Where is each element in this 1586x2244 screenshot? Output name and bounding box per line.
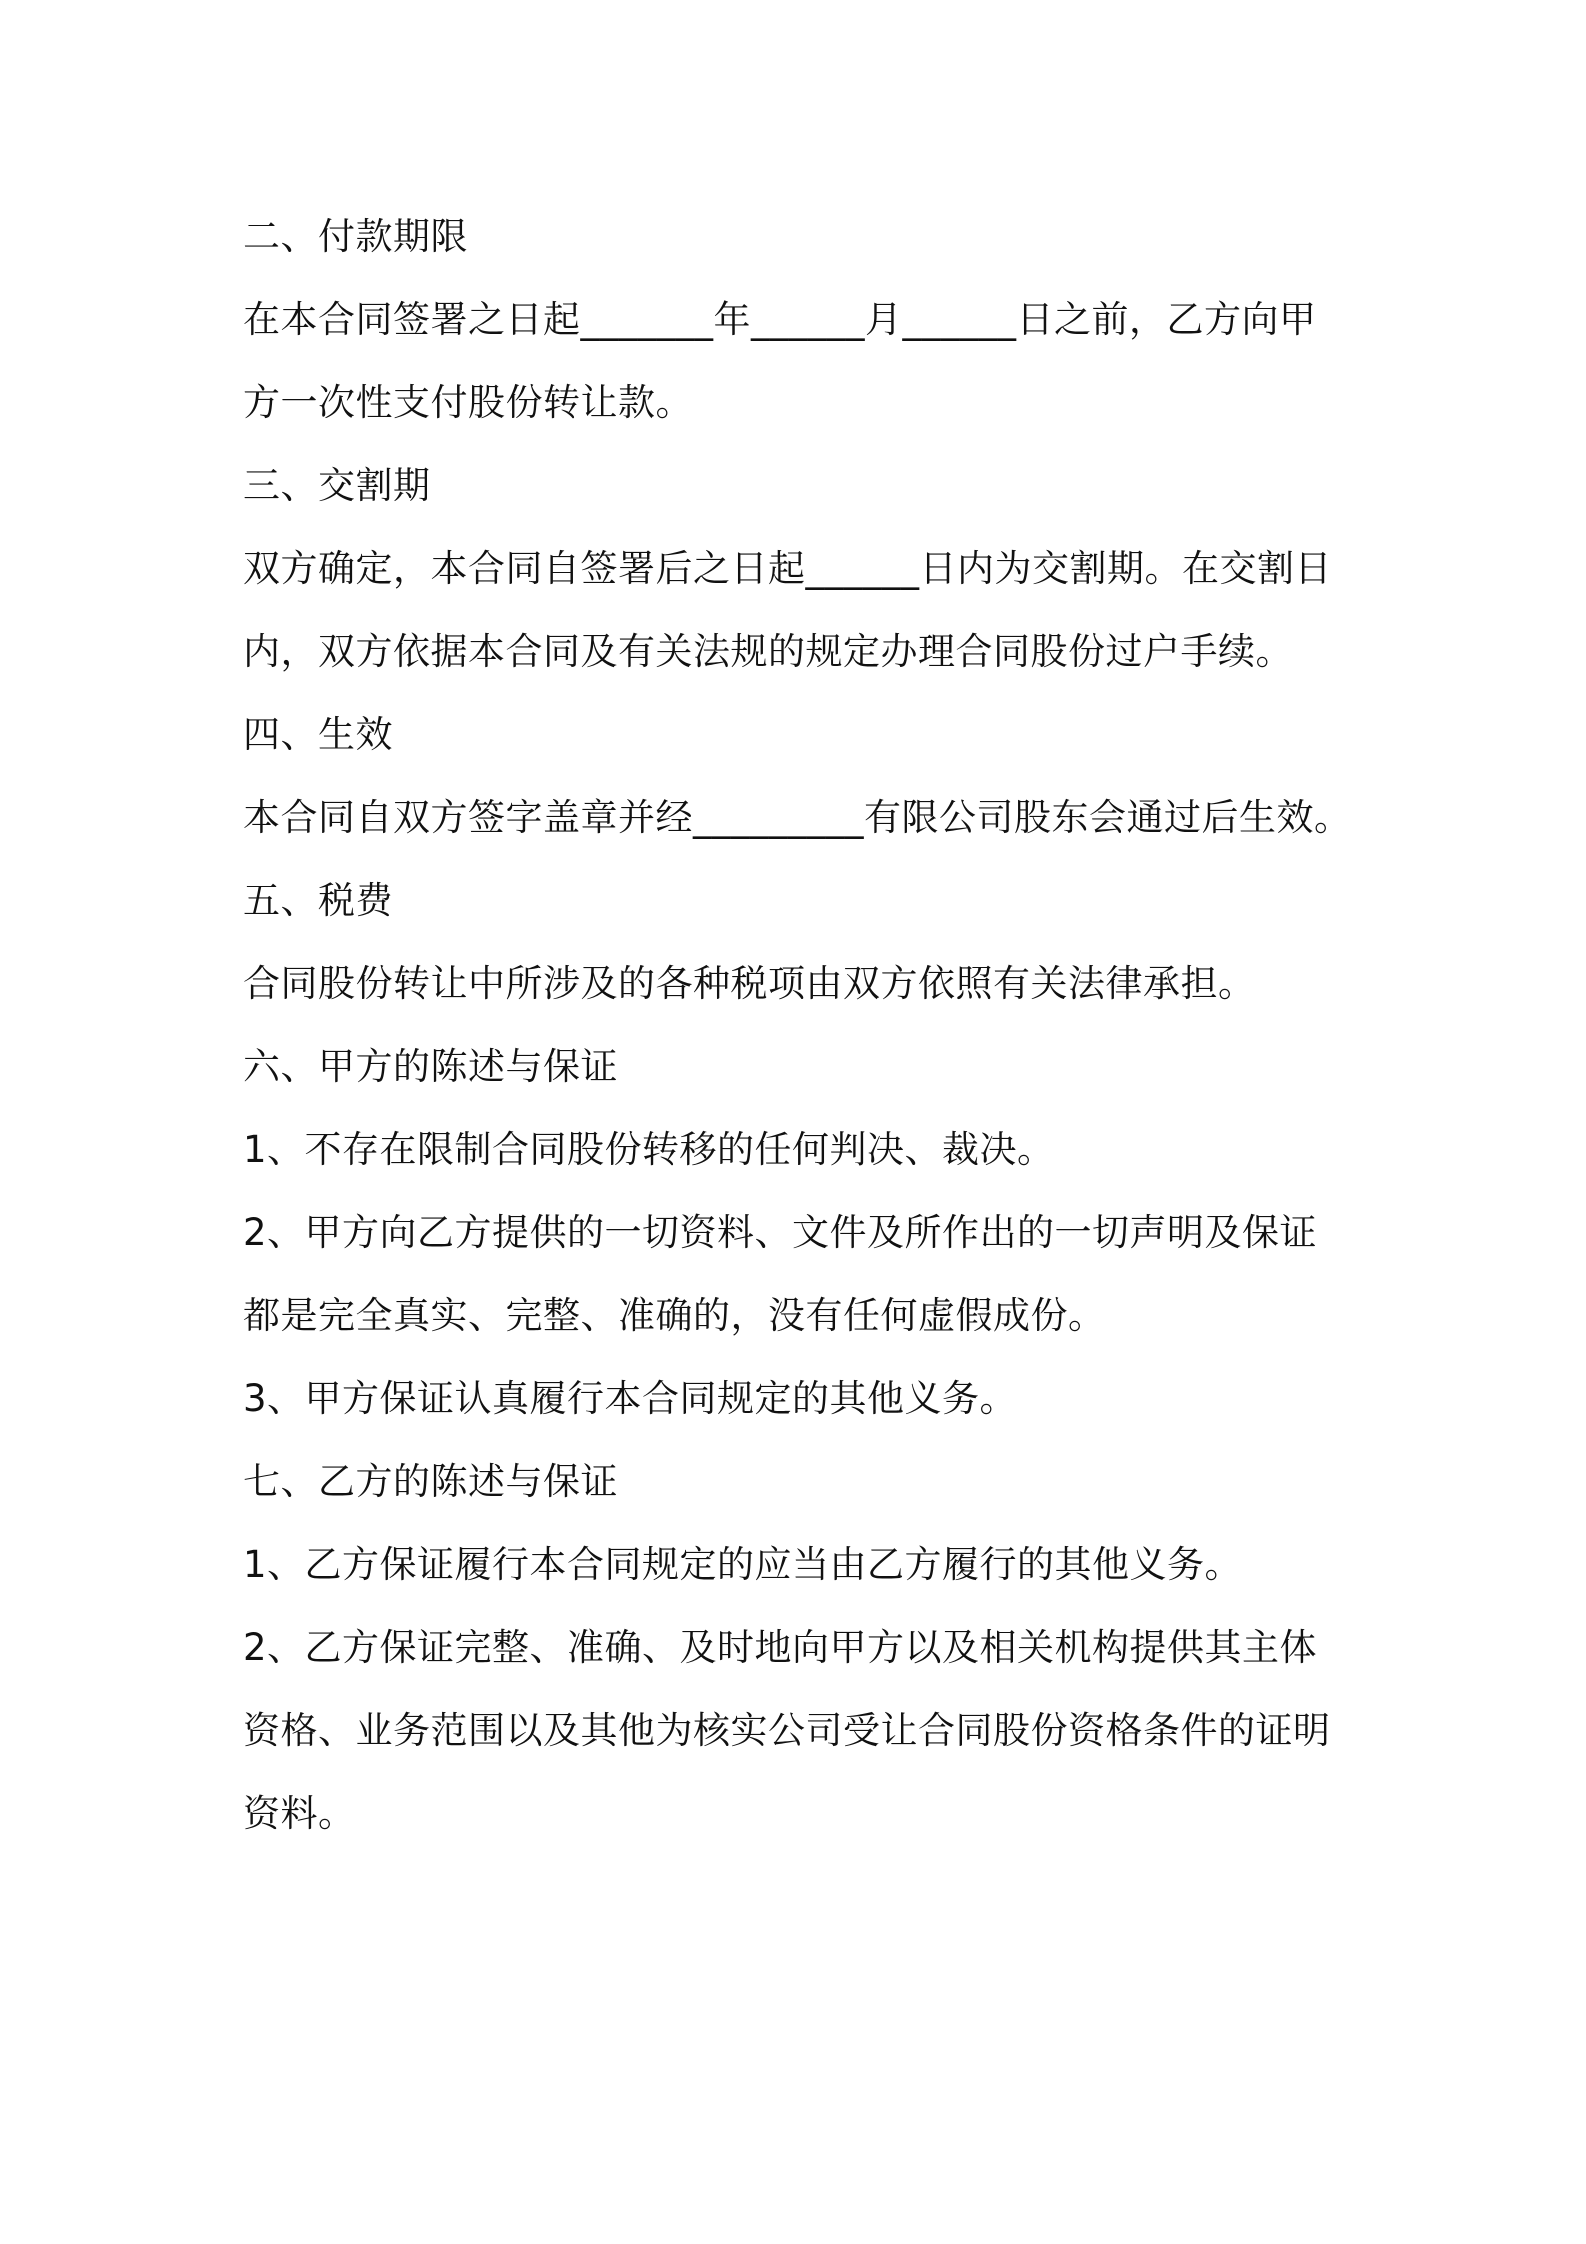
list-item-party-a-3: 3、甲方保证认真履行本合同规定的其他义务。 xyxy=(243,1377,1018,1420)
paragraph-taxes: 合同股份转让中所涉及的各种税项由双方依照有关法律承担。 xyxy=(243,962,1256,1005)
section-heading-payment-term: 二、付款期限 xyxy=(243,215,468,258)
list-item-party-a-2: 2、甲方向乙方提供的一切资料、文件及所作出的一切声明及保证都是完全真实、完整、准确的，没有任何虚假成份。 xyxy=(243,1211,1318,1337)
paragraph-delivery-period: 双方确定，本合同自签署后之日起______日内为交割期。在交割日内，双方依据本合同及有关法规的规定办理合同股份过户手续。 xyxy=(243,547,1332,673)
paragraph-payment-term: 在本合同签署之日起_______年______月______日之前，乙方向甲方一次性支付股份转让款。 xyxy=(243,298,1317,424)
list-item-party-b-2: 2、乙方保证完整、准确、及时地向甲方以及相关机构提供其主体资格、业务范围以及其他为核实公司受让合同股份资格条件的证明资料。 xyxy=(243,1626,1331,1835)
paragraph-effectiveness: 本合同自双方签字盖章并经_________有限公司股东会通过后生效。 xyxy=(243,796,1352,839)
document-body xyxy=(243,195,1353,1855)
list-item-party-b-1: 1、乙方保证履行本合同规定的应当由乙方履行的其他义务。 xyxy=(243,1543,1243,1586)
list-item-party-a-1: 1、不存在限制合同股份转移的任何判决、裁决。 xyxy=(243,1128,1055,1171)
section-heading-taxes: 五、税费 xyxy=(243,879,393,922)
section-heading-party-a-warranties: 六、甲方的陈述与保证 xyxy=(243,1045,618,1088)
section-heading-delivery-period: 三、交割期 xyxy=(243,464,431,507)
section-heading-effectiveness: 四、生效 xyxy=(243,713,393,756)
section-heading-party-b-warranties: 七、乙方的陈述与保证 xyxy=(243,1460,618,1503)
